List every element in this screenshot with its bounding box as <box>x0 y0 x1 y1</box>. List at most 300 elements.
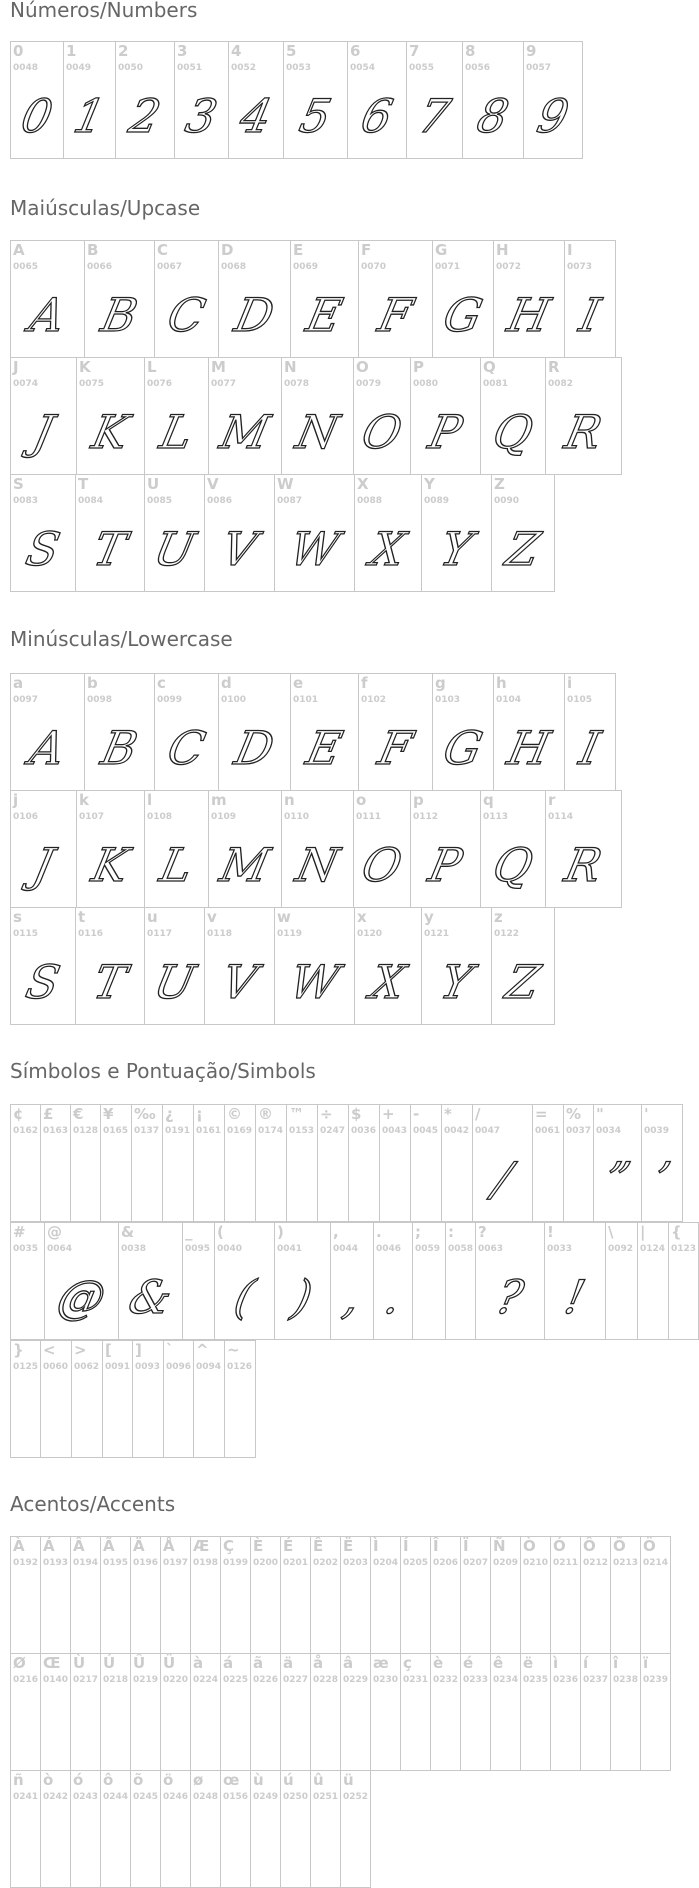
glyph-code-label: 0246 <box>163 1792 189 1802</box>
glyph-char-label: ` <box>166 1341 174 1359</box>
glyph-cell <box>354 474 422 592</box>
glyph-row <box>10 1222 698 1340</box>
glyph-char-label: Î <box>433 1537 439 1555</box>
glyph-cell <box>520 1536 551 1654</box>
glyph-cell <box>593 1104 642 1222</box>
glyph-code-label: 0207 <box>463 1558 489 1568</box>
glyph-row <box>10 1653 670 1771</box>
glyph-cell <box>190 1536 221 1654</box>
glyph-cell <box>550 1653 581 1771</box>
glyph-char-label: R <box>548 358 560 376</box>
glyph-sample: / <box>489 1152 516 1206</box>
section-title-lowercase: Minúsculas/Lowercase <box>10 627 233 651</box>
glyph-char-label: õ <box>133 1771 144 1789</box>
glyph-sample: 3 <box>181 89 222 143</box>
glyph-cell <box>545 357 622 475</box>
glyph-char-label: k <box>79 791 89 809</box>
glyph-char-label: c <box>157 674 166 692</box>
glyph-cell <box>144 474 205 592</box>
glyph-cell <box>44 1222 119 1340</box>
glyph-char-label: æ <box>373 1654 389 1672</box>
glyph-code-label: 0055 <box>409 63 435 73</box>
glyph-char-label: ñ <box>13 1771 24 1789</box>
glyph-sample: 7 <box>414 89 455 143</box>
glyph-code-label: 0196 <box>133 1558 159 1568</box>
glyph-sample: & <box>124 1270 177 1324</box>
glyph-code-label: 0156 <box>223 1792 249 1802</box>
glyph-code-label: 0126 <box>227 1362 253 1372</box>
glyph-cell <box>10 1104 41 1222</box>
glyph-cell <box>283 41 348 159</box>
glyph-char-label: Æ <box>193 1537 210 1555</box>
glyph-code-label: 0244 <box>103 1792 129 1802</box>
glyph-cell <box>115 41 175 159</box>
glyph-char-label: N <box>284 358 297 376</box>
glyph-code-label: 0074 <box>13 379 39 389</box>
glyph-sample: 1 <box>69 89 110 143</box>
glyph-sample: F <box>373 721 418 775</box>
glyph-sample: 5 <box>295 89 336 143</box>
glyph-char-label: K <box>79 358 91 376</box>
glyph-code-label: 0083 <box>13 496 39 506</box>
glyph-char-label: t <box>78 908 86 926</box>
glyph-char-label: ï <box>643 1654 649 1672</box>
glyph-char-label: z <box>494 908 503 926</box>
glyph-char-label: q <box>483 791 494 809</box>
glyph-char-label: F <box>361 241 372 259</box>
glyph-code-label: 0242 <box>43 1792 69 1802</box>
glyph-sample: B <box>96 288 143 342</box>
glyph-char-label: ^ <box>196 1341 209 1359</box>
glyph-code-label: 0066 <box>87 262 113 272</box>
glyph-code-label: 0122 <box>494 929 520 939</box>
glyph-code-label: 0228 <box>313 1675 339 1685</box>
glyph-sample: ) <box>287 1270 318 1324</box>
glyph-code-label: 0068 <box>221 262 247 272</box>
glyph-code-label: 0101 <box>293 695 319 705</box>
glyph-char-label: ç <box>403 1654 412 1672</box>
glyph-char-label: u <box>147 908 158 926</box>
glyph-cell <box>280 1653 311 1771</box>
glyph-char-label: ø <box>193 1771 204 1789</box>
glyph-char-label: U <box>147 475 160 493</box>
glyph-cell <box>532 1104 564 1222</box>
glyph-char-label: - <box>413 1105 420 1123</box>
glyph-sample: 2 <box>124 89 166 143</box>
glyph-char-label: œ <box>223 1771 240 1789</box>
glyph-code-label: 0252 <box>343 1792 369 1802</box>
glyph-sample: W <box>285 955 344 1009</box>
glyph-char-label: * <box>444 1105 452 1123</box>
glyph-cell <box>274 1222 331 1340</box>
glyph-sample: K <box>87 838 134 892</box>
glyph-code-label: 0061 <box>535 1126 561 1136</box>
glyph-code-label: 0094 <box>196 1362 222 1372</box>
glyph-cell <box>412 1222 446 1340</box>
glyph-char-label: A <box>13 241 25 259</box>
glyph-code-label: 0194 <box>73 1558 99 1568</box>
glyph-char-label: ü <box>343 1771 354 1789</box>
glyph-char-label: ) <box>277 1223 284 1241</box>
glyph-char-label: ó <box>73 1771 84 1789</box>
glyph-code-label: 0112 <box>413 812 439 822</box>
glyph-sample: J <box>28 838 59 892</box>
glyph-code-label: 0220 <box>163 1675 189 1685</box>
glyph-char-label: C <box>157 241 169 259</box>
glyph-code-label: 0063 <box>478 1244 504 1254</box>
glyph-code-label: 0095 <box>185 1244 211 1254</box>
glyph-code-label: 0044 <box>333 1244 359 1254</box>
glyph-cell <box>204 907 275 1025</box>
glyph-char-label: í <box>583 1654 589 1672</box>
glyph-cell <box>84 240 155 358</box>
glyph-char-label: P <box>413 358 424 376</box>
glyph-char-label: Ã <box>103 1537 115 1555</box>
glyph-code-label: 0116 <box>78 929 104 939</box>
glyph-code-label: 0232 <box>433 1675 459 1685</box>
glyph-cell <box>220 1770 251 1888</box>
glyph-sample: E <box>301 288 348 342</box>
glyph-char-label: Y <box>424 475 435 493</box>
glyph-sample: H <box>503 721 555 775</box>
glyph-code-label: 0105 <box>567 695 593 705</box>
glyph-char-label: \ <box>608 1223 614 1241</box>
glyph-code-label: 0169 <box>227 1126 253 1136</box>
glyph-char-label: ä <box>283 1654 294 1672</box>
glyph-cell <box>640 1653 671 1771</box>
glyph-char-label: , <box>333 1223 339 1241</box>
glyph-cell <box>10 907 76 1025</box>
glyph-char-label: % <box>566 1105 582 1123</box>
glyph-code-label: 0197 <box>163 1558 189 1568</box>
glyph-row <box>10 41 582 159</box>
glyph-code-label: 0071 <box>435 262 461 272</box>
glyph-cell <box>10 357 77 475</box>
glyph-cell <box>523 41 583 159</box>
glyph-cell <box>40 1653 71 1771</box>
glyph-char-label: y <box>424 908 434 926</box>
glyph-sample: , <box>338 1270 366 1324</box>
glyph-char-label: ò <box>43 1771 54 1789</box>
glyph-code-label: 0051 <box>177 63 203 73</box>
glyph-code-label: 0115 <box>13 929 39 939</box>
glyph-cell <box>144 790 209 908</box>
glyph-sample: G <box>438 288 488 342</box>
glyph-sample: 9 <box>532 89 574 143</box>
glyph-code-label: 0040 <box>217 1244 243 1254</box>
glyph-sample: ’ <box>648 1152 676 1206</box>
glyph-code-label: 0203 <box>343 1558 369 1568</box>
glyph-char-label: ? <box>478 1223 487 1241</box>
glyph-code-label: 0192 <box>13 1558 39 1568</box>
section-title-symbols: Símbolos e Pontuação/Simbols <box>10 1059 316 1083</box>
glyph-char-label: T <box>78 475 89 493</box>
glyph-cell <box>10 474 76 592</box>
glyph-code-label: 0104 <box>496 695 522 705</box>
glyph-char-label: < <box>43 1341 56 1359</box>
glyph-code-label: 0211 <box>553 1558 579 1568</box>
glyph-char-label: ! <box>547 1223 554 1241</box>
glyph-cell <box>190 1770 221 1888</box>
glyph-code-label: 0077 <box>211 379 237 389</box>
glyph-code-label: 0200 <box>253 1558 279 1568</box>
glyph-cell <box>10 673 85 791</box>
glyph-char-label: Ö <box>643 1537 656 1555</box>
glyph-char-label: 9 <box>526 42 537 60</box>
glyph-code-label: 0038 <box>121 1244 147 1254</box>
glyph-sample: O <box>357 405 407 459</box>
glyph-code-label: 0250 <box>283 1792 309 1802</box>
glyph-cell <box>353 357 411 475</box>
glyph-cell <box>71 1340 103 1458</box>
glyph-code-label: 0097 <box>13 695 39 705</box>
glyph-char-label: ‰ <box>134 1105 156 1123</box>
glyph-sample: ” <box>599 1152 636 1206</box>
glyph-code-label: 0067 <box>157 262 183 272</box>
glyph-char-label: Ñ <box>493 1537 506 1555</box>
glyph-char-label: ë <box>523 1654 534 1672</box>
glyph-code-label: 0201 <box>283 1558 309 1568</box>
glyph-cell <box>340 1770 371 1888</box>
glyph-cell <box>340 1653 371 1771</box>
glyph-char-label: 5 <box>286 42 297 60</box>
glyph-code-label: 0085 <box>147 496 173 506</box>
glyph-code-label: 0210 <box>523 1558 549 1568</box>
glyph-char-label: Ó <box>553 1537 566 1555</box>
glyph-code-label: 0102 <box>361 695 387 705</box>
glyph-sample: B <box>96 721 143 775</box>
glyph-cell <box>214 1222 275 1340</box>
glyph-code-label: 0219 <box>133 1675 159 1685</box>
glyph-char-label: B <box>87 241 99 259</box>
glyph-cell <box>564 673 616 791</box>
glyph-char-label: _ <box>185 1223 193 1241</box>
glyph-cell <box>310 1653 341 1771</box>
glyph-cell <box>40 1770 71 1888</box>
glyph-code-label: 0128 <box>73 1126 99 1136</box>
glyph-code-label: 0114 <box>548 812 574 822</box>
glyph-sample: U <box>149 955 200 1009</box>
glyph-char-label: Q <box>483 358 496 376</box>
glyph-code-label: 0048 <box>13 63 39 73</box>
glyph-sample: A <box>25 721 70 775</box>
glyph-char-label: s <box>13 908 22 926</box>
glyph-char-label: E <box>293 241 304 259</box>
glyph-char-label: o <box>356 791 367 809</box>
glyph-code-label: 0046 <box>376 1244 402 1254</box>
glyph-char-label: Ç <box>223 1537 235 1555</box>
glyph-code-label: 0091 <box>105 1362 131 1372</box>
glyph-cell <box>130 1536 161 1654</box>
glyph-cell <box>280 1770 311 1888</box>
glyph-char-label: & <box>121 1223 135 1241</box>
glyph-cell <box>475 1222 545 1340</box>
glyph-code-label: 0224 <box>193 1675 219 1685</box>
glyph-cell <box>10 1653 41 1771</box>
glyph-cell <box>250 1653 281 1771</box>
glyph-char-label: + <box>382 1105 395 1123</box>
glyph-cell <box>580 1536 611 1654</box>
glyph-sample: L <box>155 405 198 459</box>
glyph-sample: C <box>163 288 210 342</box>
glyph-sample: 6 <box>356 89 398 143</box>
glyph-sample: L <box>155 838 198 892</box>
glyph-char-label: i <box>567 674 573 692</box>
glyph-char-label: H <box>496 241 509 259</box>
glyph-char-label: ù <box>253 1771 264 1789</box>
glyph-char-label: O <box>356 358 369 376</box>
glyph-cell <box>76 357 145 475</box>
glyph-code-label: 0062 <box>74 1362 100 1372</box>
glyph-cell <box>70 1104 101 1222</box>
glyph-code-label: 0243 <box>73 1792 99 1802</box>
glyph-char-label: Ê <box>313 1537 324 1555</box>
glyph-cell <box>358 240 433 358</box>
glyph-sample: E <box>301 721 348 775</box>
glyph-code-label: 0249 <box>253 1792 279 1802</box>
glyph-sample: X <box>365 955 411 1009</box>
glyph-cell <box>370 1653 401 1771</box>
glyph-sample: C <box>163 721 210 775</box>
glyph-code-label: 0050 <box>118 63 144 73</box>
glyph-code-label: 0037 <box>566 1126 592 1136</box>
glyph-char-label: À <box>13 1537 25 1555</box>
glyph-cell <box>193 1340 225 1458</box>
glyph-sample: P <box>424 838 467 892</box>
glyph-char-label: M <box>211 358 226 376</box>
glyph-code-label: 0039 <box>644 1126 670 1136</box>
glyph-code-label: 0106 <box>13 812 39 822</box>
glyph-code-label: 0069 <box>293 262 319 272</box>
glyph-char-label: [ <box>105 1341 112 1359</box>
glyph-char-label: Á <box>43 1537 55 1555</box>
glyph-cell <box>281 790 354 908</box>
glyph-char-label: © <box>227 1105 242 1123</box>
glyph-code-label: 0233 <box>463 1675 489 1685</box>
glyph-sample: N <box>291 838 344 892</box>
glyph-cell <box>373 1222 413 1340</box>
glyph-cell <box>290 240 359 358</box>
glyph-cell <box>491 474 555 592</box>
glyph-char-label: D <box>221 241 234 259</box>
glyph-cell <box>76 790 145 908</box>
glyph-code-label: 0103 <box>435 695 461 705</box>
glyph-code-label: 0195 <box>103 1558 129 1568</box>
glyph-code-label: 0120 <box>357 929 383 939</box>
glyph-cell <box>480 357 546 475</box>
glyph-sample: 4 <box>235 89 277 143</box>
glyph-sample: H <box>503 288 555 342</box>
glyph-char-label: 8 <box>465 42 476 60</box>
glyph-sample: U <box>149 522 200 576</box>
glyph-cell <box>430 1536 461 1654</box>
glyph-row <box>10 240 615 358</box>
glyph-sample: T <box>88 522 132 576</box>
glyph-code-label: 0218 <box>103 1675 129 1685</box>
glyph-cell <box>63 41 116 159</box>
glyph-code-label: 0163 <box>43 1126 69 1136</box>
glyph-code-label: 0153 <box>289 1126 315 1136</box>
glyph-char-label: b <box>87 674 98 692</box>
glyph-char-label: W <box>277 475 294 493</box>
glyph-char-label: Ï <box>463 1537 469 1555</box>
glyph-char-label: l <box>147 791 153 809</box>
glyph-cell <box>410 790 481 908</box>
glyph-char-label: p <box>413 791 424 809</box>
glyph-char-label: 6 <box>350 42 361 60</box>
glyph-code-label: 0191 <box>165 1126 191 1136</box>
glyph-char-label: Ü <box>163 1654 176 1672</box>
glyph-cell <box>400 1536 431 1654</box>
glyph-cell <box>100 1104 132 1222</box>
glyph-sample: W <box>285 522 344 576</box>
glyph-cell <box>280 1536 311 1654</box>
glyph-code-label: 0247 <box>320 1126 346 1136</box>
glyph-cell <box>208 790 282 908</box>
glyph-code-label: 0251 <box>313 1792 339 1802</box>
glyph-code-label: 0057 <box>526 63 552 73</box>
glyph-cell <box>400 1653 431 1771</box>
glyph-code-label: 0202 <box>313 1558 339 1568</box>
glyph-code-label: 0239 <box>643 1675 669 1685</box>
glyph-char-label: ® <box>258 1105 273 1123</box>
glyph-char-label: ¥ <box>103 1105 114 1123</box>
glyph-code-label: 0230 <box>373 1675 399 1685</box>
glyph-cell <box>610 1536 641 1654</box>
glyph-char-label: / <box>475 1105 481 1123</box>
glyph-char-label: à <box>193 1654 204 1672</box>
glyph-cell <box>493 240 565 358</box>
glyph-char-label: 1 <box>66 42 77 60</box>
glyph-code-label: 0060 <box>43 1362 69 1372</box>
glyph-char-label: ã <box>253 1654 264 1672</box>
glyph-row <box>10 1770 370 1888</box>
glyph-cell <box>421 907 492 1025</box>
glyph-code-label: 0033 <box>547 1244 573 1254</box>
glyph-cell <box>605 1222 638 1340</box>
glyph-cell <box>100 1770 131 1888</box>
glyph-sample: R <box>560 838 607 892</box>
glyph-char-label: 3 <box>177 42 188 60</box>
glyph-sample: ? <box>491 1270 529 1324</box>
glyph-cell <box>520 1653 551 1771</box>
glyph-char-label: { <box>671 1223 682 1241</box>
glyph-sample: F <box>373 288 418 342</box>
glyph-code-label: 0059 <box>415 1244 441 1254</box>
glyph-cell <box>118 1222 183 1340</box>
glyph-char-label: V <box>207 475 219 493</box>
glyph-char-label: ¡ <box>196 1105 203 1123</box>
glyph-code-label: 0053 <box>286 63 312 73</box>
glyph-code-label: 0056 <box>465 63 491 73</box>
glyph-code-label: 0217 <box>73 1675 99 1685</box>
glyph-sample: 0 <box>16 89 58 143</box>
glyph-code-label: 0092 <box>608 1244 634 1254</box>
glyph-cell <box>10 1340 41 1458</box>
glyph-cell <box>10 1536 41 1654</box>
glyph-cell <box>218 240 291 358</box>
glyph-char-label: d <box>221 674 232 692</box>
glyph-char-label: ] <box>135 1341 142 1359</box>
glyph-char-label: Œ <box>43 1654 61 1672</box>
glyph-sample: K <box>87 405 134 459</box>
glyph-cell <box>70 1536 101 1654</box>
glyph-code-label: 0086 <box>207 496 233 506</box>
glyph-cell <box>162 1104 194 1222</box>
glyph-char-label: | <box>640 1223 646 1241</box>
glyph-code-label: 0199 <box>223 1558 249 1568</box>
glyph-sample: X <box>365 522 411 576</box>
